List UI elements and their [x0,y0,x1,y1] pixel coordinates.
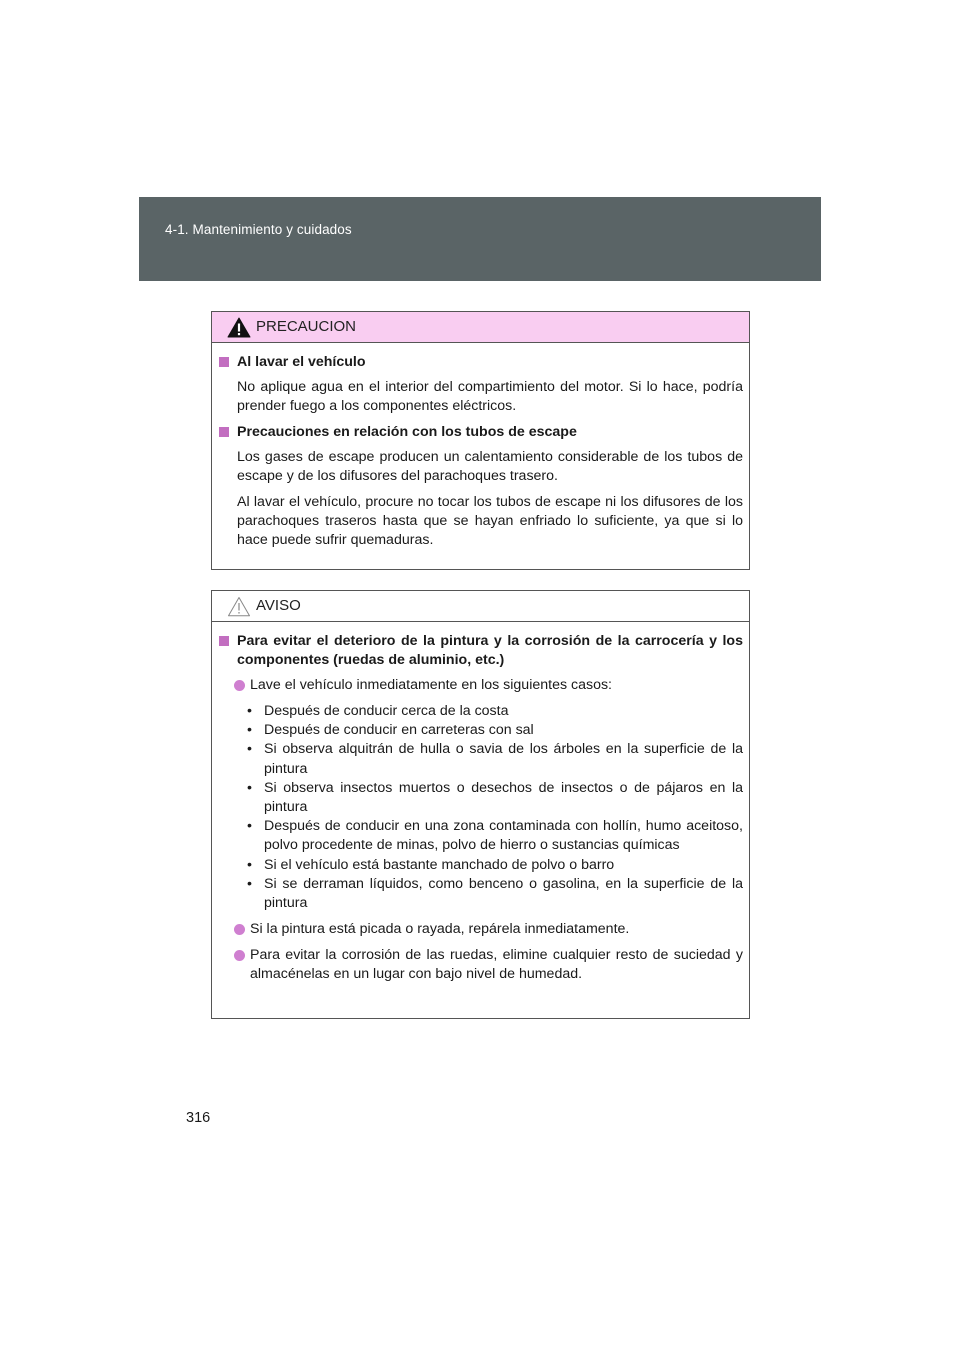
conditions-list [219,702,743,913]
page-number: 316 [186,1110,211,1126]
square-bullet-icon [219,636,229,646]
square-bullet-icon [219,427,229,437]
list-item: • Si se derraman líquidos, como benceno o gasolina, en la superficie de la pintura [247,875,743,912]
notice-body [212,622,749,984]
section-title: 4-1. Mantenimiento y cuidados [165,222,352,237]
notice-box-header [212,591,749,622]
list-item: • Si observa insectos muertos o desechos de insectos o de pájaros en la pintura [247,779,743,816]
caution-section-title: Precauciones en relación con los tubos de escape [219,423,743,442]
list-item: • Si el vehículo está bastante manchado de polvo o barro [247,856,615,873]
notice-heading: AVISO [256,597,301,614]
warning-triangle-filled-icon [227,317,251,338]
caution-paragraph: Los gases de escape producen un calentamiento considerable de los tubos de escape y de los difusores del parachoques trasero. [237,449,743,484]
circle-bullet-icon [234,680,245,691]
notice-box [211,590,750,1019]
list-item: • Después de conducir en una zona contaminada con hollín, humo aceitoso, polvo procedente de minas, polvo de hierro o sustancias químicas [247,818,743,854]
notice-section-title: Para evitar el deterioro de la pintura y la corrosión de la carrocería y los componentes (ruedas de aluminio, etc.) [219,632,743,670]
circle-bullet-icon [234,924,245,935]
list-item: • Después de conducir cerca de la costa [247,703,509,719]
circle-bullet-icon [234,950,245,961]
square-bullet-icon [219,357,229,367]
caution-heading: PRECAUCION [256,318,357,335]
list-item: • Después de conducir en carreteras con sal [247,722,534,739]
notice-item: Para evitar la corrosión de las ruedas, elimine cualquier resto de suciedad y almacénelas en un lugar con bajo nivel de humedad. [219,946,743,984]
section-header-bar [139,197,821,281]
caution-section-title: Al lavar el vehículo [219,353,743,372]
caution-paragraph: Al lavar el vehículo, procure no tocar los tubos de escape ni los difusores de los parachoques traseros hasta que se hayan enfriado lo suficiente, ya que si lo hace puede sufrir quemaduras. [237,494,743,548]
warning-triangle-outline-icon [227,596,251,617]
notice-item: Lave el vehículo inmediatamente en los siguientes casos: [219,676,743,695]
caution-paragraph: No aplique agua en el interior del compartimiento del motor. Si lo hace, podría prender fuego a los componentes eléctricos. [237,379,743,414]
caution-body [212,343,749,550]
notice-item: Si la pintura está picada o rayada, repárela inmediatamente. [219,920,743,939]
caution-box [211,311,750,570]
caution-box-header [212,312,749,343]
list-item: • Si observa alquitrán de hulla o savia de los árboles en la superficie de la pintura [247,741,743,777]
